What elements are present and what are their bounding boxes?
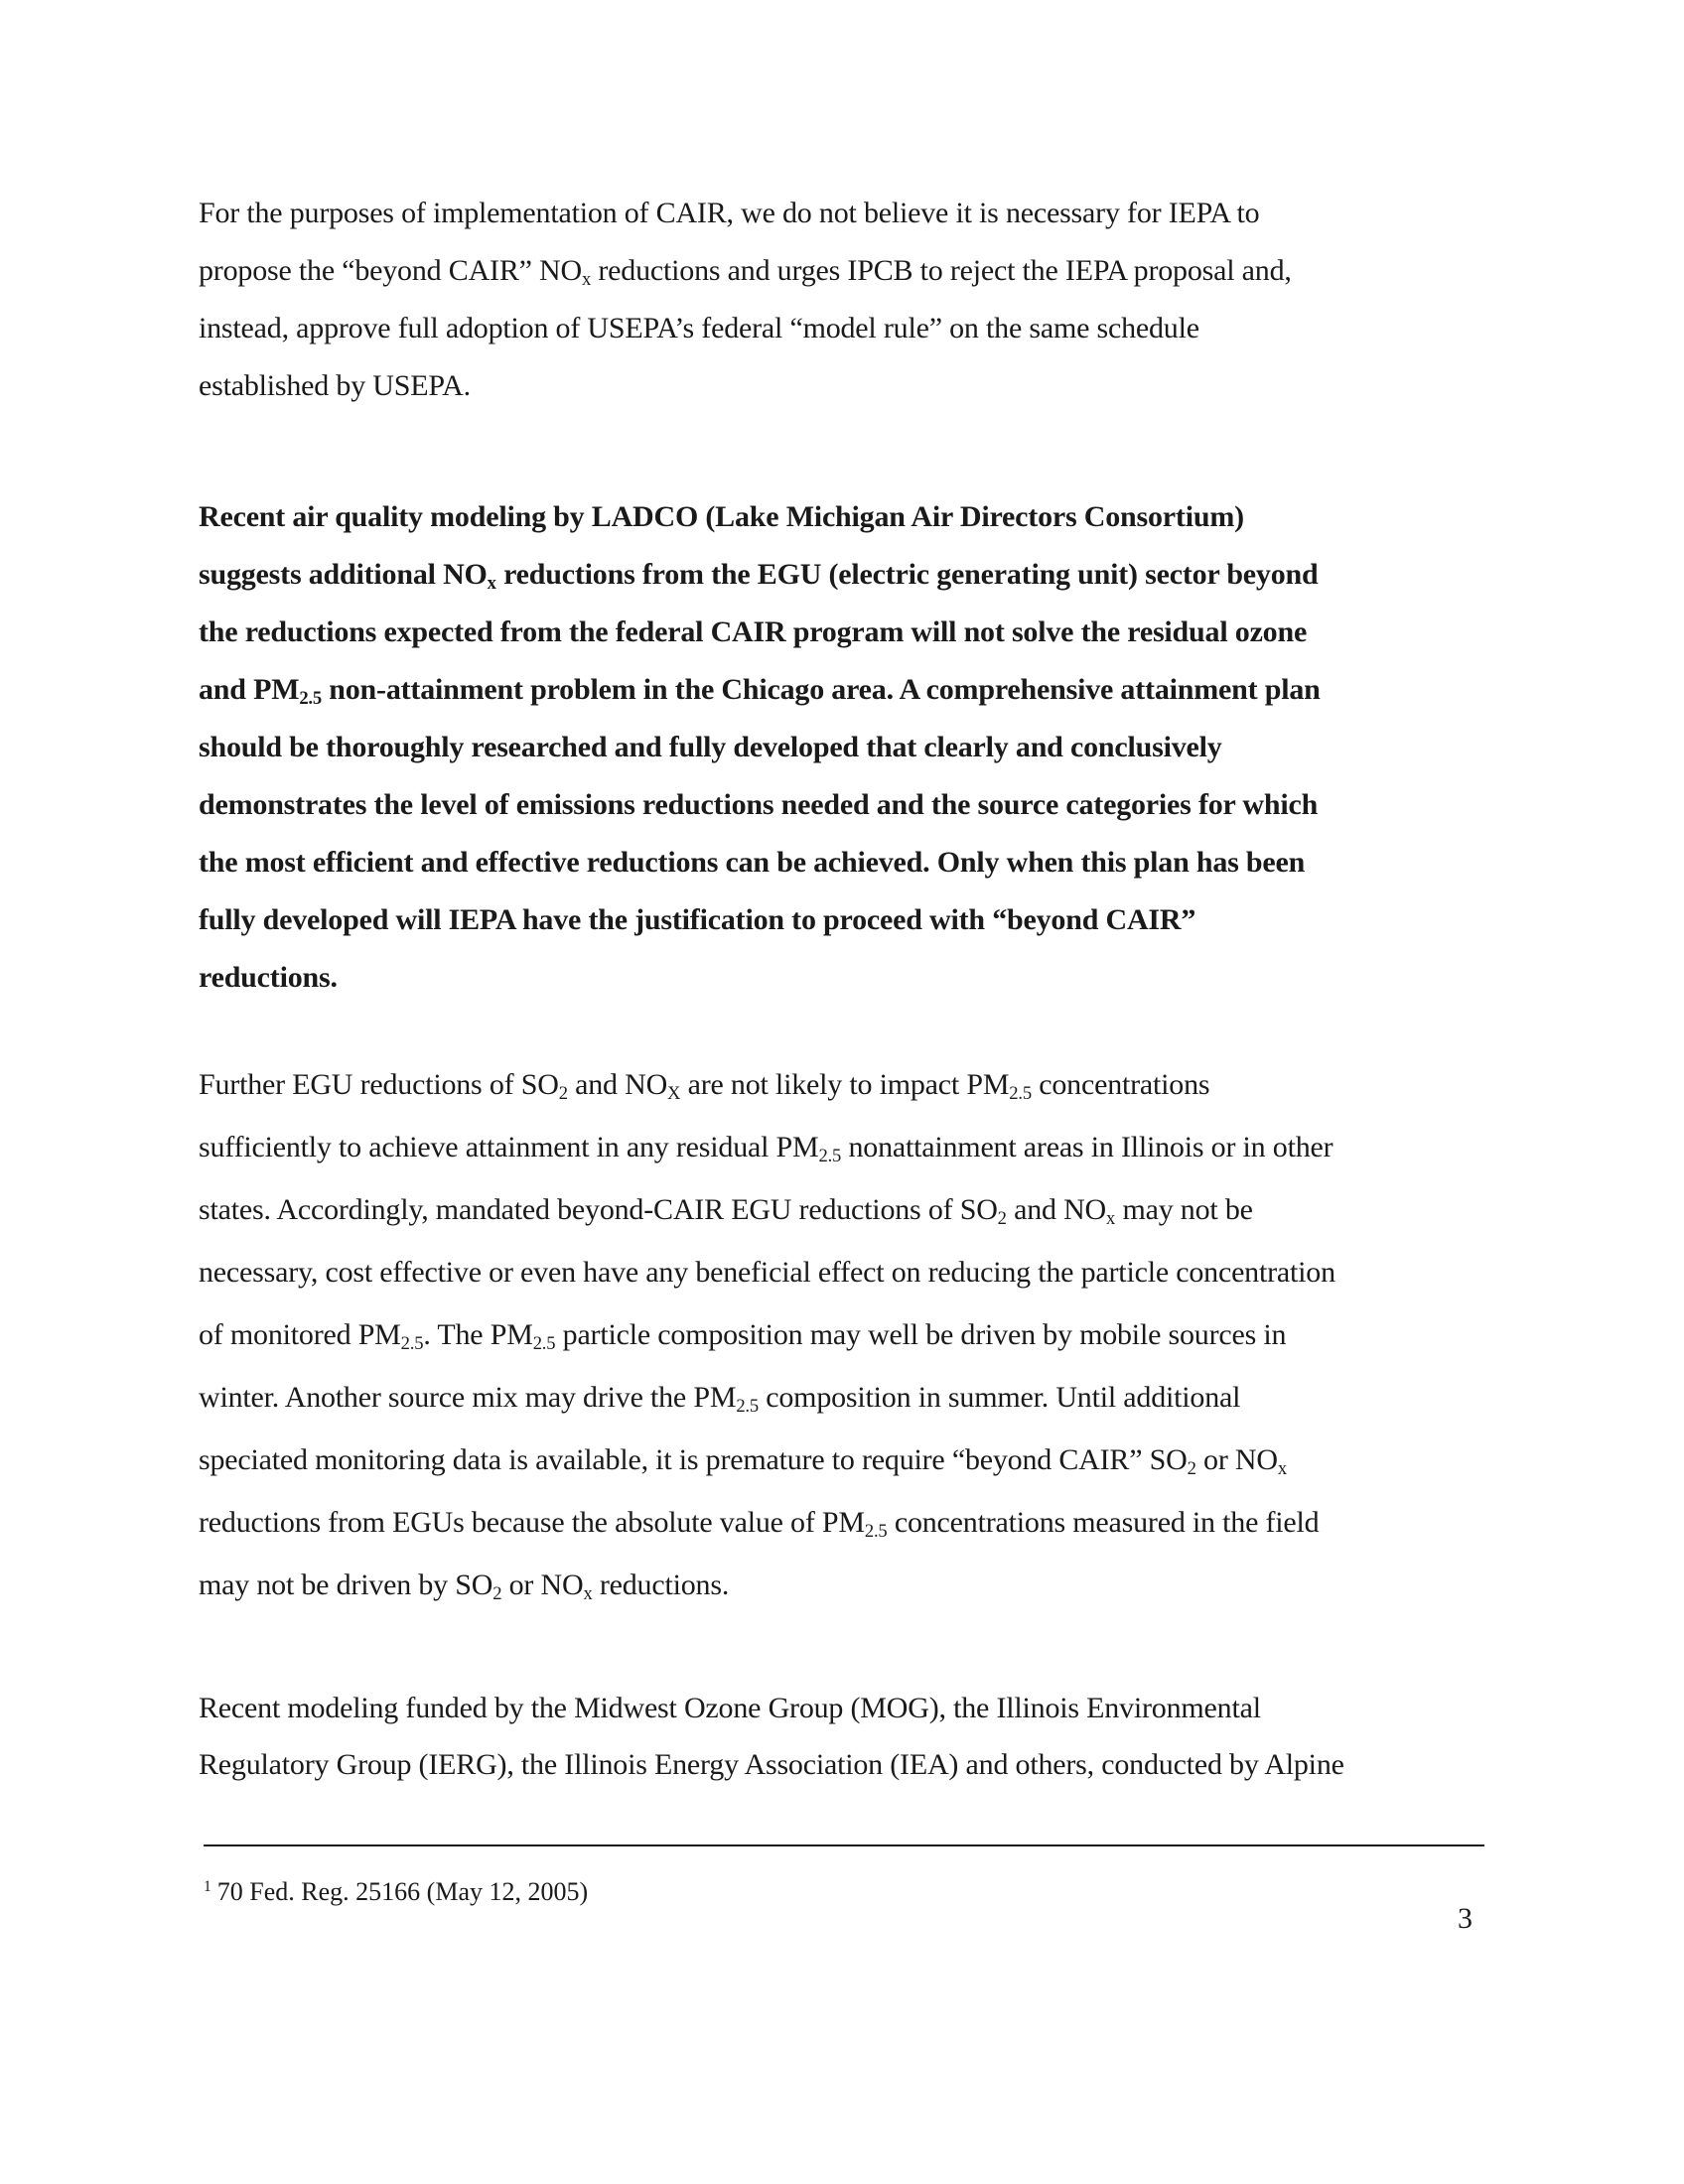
paragraph-egu-reductions <box>199 1053 1489 1616</box>
subscript: X <box>667 1083 681 1105</box>
text-line <box>199 1178 1489 1241</box>
text-line <box>199 1241 1489 1303</box>
text-segment: nonattainment areas in Illinois or in other <box>841 1131 1333 1163</box>
text-line <box>199 300 1489 357</box>
text-segment: reductions from the EGU (electric generating unit) sector beyond <box>495 558 1319 591</box>
text-segment: and NO <box>567 1068 668 1101</box>
subscript: x <box>1106 1208 1116 1230</box>
text-segment: Regulatory Group (IERG), the Illinois Energy Association (IEA) and others, conducted by Alpine <box>199 1748 1344 1781</box>
text-segment: concentrations measured in the field <box>887 1506 1320 1539</box>
text-segment: and PM <box>199 673 300 706</box>
subscript: 2 <box>558 1083 568 1105</box>
text-segment: . The PM <box>423 1318 533 1351</box>
subscript: 2.5 <box>864 1521 888 1543</box>
text-line <box>199 776 1489 834</box>
text-line <box>199 185 1489 242</box>
text-line <box>199 1491 1489 1554</box>
text-line <box>199 891 1489 949</box>
subscript: 2.5 <box>299 688 322 710</box>
text-line <box>199 488 1489 546</box>
text-segment: states. Accordingly, mandated beyond-CAIR EGU reductions of SO <box>199 1193 998 1226</box>
footnote-text: 70 Fed. Reg. 25166 (May 12, 2005) <box>216 1877 589 1906</box>
text-segment: Recent air quality modeling by LADCO (Lake Michigan Air Directors Consortium) <box>199 500 1244 533</box>
text-line <box>199 719 1489 776</box>
subscript: 2.5 <box>400 1333 424 1355</box>
text-segment: winter. Another source mix may drive the PM <box>199 1381 737 1414</box>
text-segment: particle composition may well be driven by mobile sources in <box>555 1318 1287 1351</box>
paragraph-mog-modeling <box>199 1680 1489 1793</box>
text-line <box>199 1303 1489 1366</box>
text-segment: instead, approve full adoption of USEPA’s federal “model rule” on the same schedule <box>199 312 1199 344</box>
paragraph-cair-implementation <box>199 185 1489 415</box>
footnote <box>204 1876 588 1908</box>
subscript: 2 <box>1187 1458 1196 1480</box>
page-number: 3 <box>1458 1902 1473 1935</box>
subscript: x <box>487 573 496 595</box>
text-line <box>199 1736 1489 1793</box>
text-segment: suggests additional NO <box>199 558 488 591</box>
text-segment: Recent modeling funded by the Midwest Ozone Group (MOG), the Illinois Environmental <box>199 1692 1261 1724</box>
text-line <box>199 1429 1489 1491</box>
text-segment: reductions from EGUs because the absolute value of PM <box>199 1506 865 1539</box>
text-segment: and NO <box>1006 1193 1107 1226</box>
text-segment: or NO <box>1195 1443 1278 1476</box>
text-segment: or NO <box>501 1569 584 1601</box>
text-segment: sufficiently to achieve attainment in any residual PM <box>199 1131 819 1163</box>
text-segment: For the purposes of implementation of CAIR, we do not believe it is necessary for IEPA to <box>199 197 1260 229</box>
text-segment: demonstrates the level of emissions reductions needed and the source categories for which <box>199 788 1319 821</box>
footnote-separator <box>204 1844 1484 1846</box>
text-segment: reductions. <box>199 961 338 994</box>
text-line <box>199 661 1489 719</box>
text-line <box>199 1366 1489 1429</box>
text-segment: are not likely to impact PM <box>680 1068 1010 1101</box>
text-segment: reductions. <box>592 1569 730 1601</box>
subscript: 2.5 <box>818 1146 842 1167</box>
subscript: 2.5 <box>1009 1083 1032 1105</box>
text-segment: Further EGU reductions of SO <box>199 1068 559 1101</box>
subscript: x <box>1277 1458 1287 1480</box>
text-segment: necessary, cost effective or even have any beneficial effect on reducing the particle concentration <box>199 1256 1335 1289</box>
text-segment: speciated monitoring data is available, it is premature to require “beyond CAIR” SO <box>199 1443 1188 1476</box>
text-segment: fully developed will IEPA have the justification to proceed with “beyond CAIR” <box>199 903 1196 936</box>
text-segment: non-attainment problem in the Chicago area. A comprehensive attainment plan <box>321 673 1321 706</box>
footnote-marker: 1 <box>204 1878 211 1896</box>
text-line <box>199 546 1489 604</box>
text-line <box>199 949 1489 1007</box>
text-segment: composition in summer. Until additional <box>758 1381 1241 1414</box>
text-line <box>199 1554 1489 1616</box>
subscript: x <box>581 269 592 291</box>
text-line <box>199 604 1489 661</box>
text-segment: reductions and urges IPCB to reject the IEPA proposal and, <box>591 254 1292 287</box>
text-line <box>199 834 1489 891</box>
paragraph-ladco-modeling-bold <box>199 488 1489 1007</box>
text-segment: established by USEPA. <box>199 369 471 402</box>
text-segment: may not be driven by SO <box>199 1569 493 1601</box>
text-segment: should be thoroughly researched and fully developed that clearly and conclusively <box>199 731 1222 763</box>
text-segment: may not be <box>1115 1193 1253 1226</box>
text-line <box>199 242 1489 300</box>
text-segment: the most efficient and effective reductions can be achieved. Only when this plan has been <box>199 846 1306 879</box>
subscript: 2.5 <box>736 1396 759 1418</box>
text-segment: of monitored PM <box>199 1318 401 1351</box>
subscript: 2.5 <box>532 1333 556 1355</box>
text-line <box>199 357 1489 415</box>
text-segment: the reductions expected from the federal CAIR program will not solve the residual ozone <box>199 615 1308 648</box>
subscript: 2 <box>997 1208 1007 1230</box>
text-segment: propose the “beyond CAIR” NO <box>199 254 582 287</box>
text-line <box>199 1680 1489 1736</box>
subscript: x <box>583 1583 593 1605</box>
text-line <box>199 1116 1489 1178</box>
text-segment: concentrations <box>1031 1068 1210 1101</box>
text-line <box>199 1053 1489 1116</box>
subscript: 2 <box>492 1583 502 1605</box>
